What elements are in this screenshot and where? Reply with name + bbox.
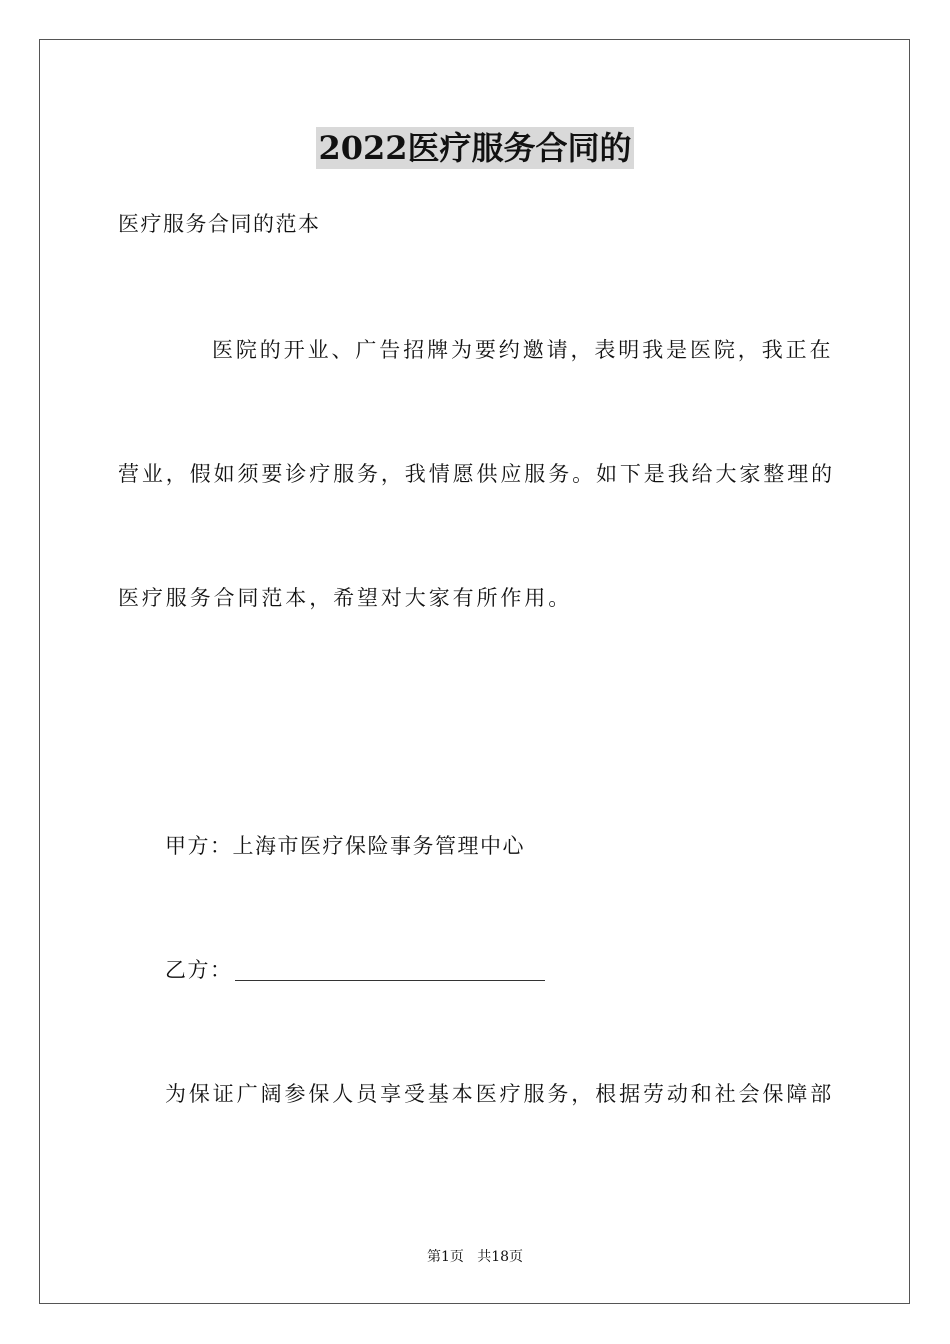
document-subtitle: 医疗服务合同的范本: [118, 212, 321, 236]
party-a-line: 甲方：上海市医疗保险事务管理中心: [165, 834, 525, 858]
party-b-label: 乙方：: [165, 958, 233, 982]
party-b-line: [165, 956, 545, 984]
document-title: 2022医疗服务合同的: [318, 129, 632, 167]
party-b-blank-underline: [235, 980, 545, 981]
intro-paragraph-line-3: 医疗服务合同范本，希望对大家有所作用。: [118, 586, 573, 610]
intro-paragraph-line-2: 营业，假如须要诊疗服务，我情愿供应服务。如下是我给大家整理的: [118, 462, 835, 486]
title-container: [0, 127, 950, 169]
intro-paragraph-line-1: 医院的开业、广告招牌为要约邀请，表明我是医院，我正在: [212, 338, 834, 362]
page-footer: 第1页 共18页: [426, 1249, 524, 1265]
body-paragraph-line-1: 为保证广阔参保人员享受基本医疗服务，根据劳动和社会保障部: [165, 1082, 835, 1106]
